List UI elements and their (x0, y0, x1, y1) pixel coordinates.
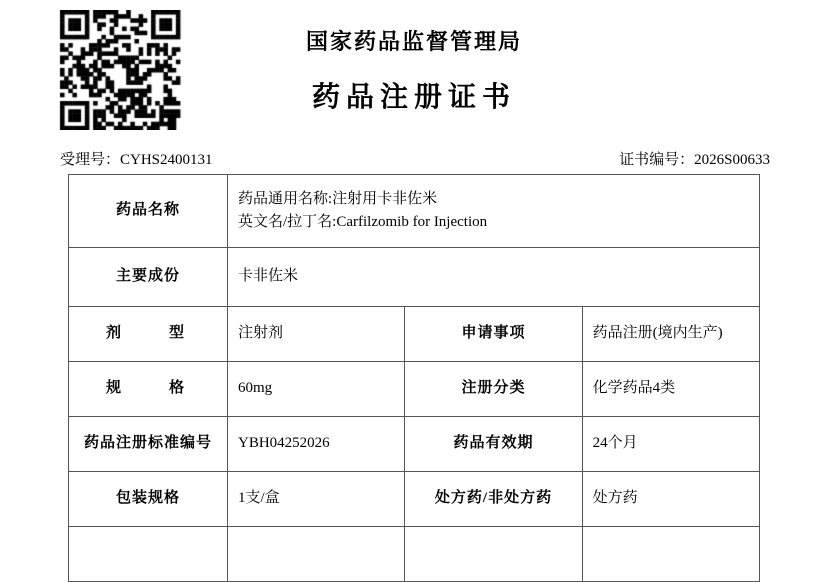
certificate-table (68, 174, 760, 582)
latin-name-value: Carfilzomib for Injection (336, 214, 488, 230)
table-row (69, 362, 760, 417)
registration-category-value: 化学药品4类 (582, 362, 759, 417)
dosage-form-value: 注射剂 (228, 307, 405, 362)
table-row (69, 472, 760, 527)
package-spec-value: 1支/盒 (228, 472, 405, 527)
ingredient-value: 卡非佐米 (228, 248, 760, 307)
certificate-number-label: 证书编号： (619, 152, 695, 168)
specification-label: 规 格 (69, 362, 228, 417)
application-item-value: 药品注册(境内生产) (582, 307, 759, 362)
acceptance-number (60, 148, 213, 169)
empty-value-2 (582, 527, 759, 582)
document-header (0, 0, 828, 115)
table-row (69, 307, 760, 362)
table-row (69, 248, 760, 307)
latin-name-line (238, 211, 751, 234)
empty-value (228, 527, 405, 582)
organization-title: 国家药品监督管理局 (305, 29, 522, 55)
certificate-number-value: 2026S00633 (694, 152, 770, 168)
empty-label (69, 527, 228, 582)
generic-name-line (238, 188, 751, 211)
empty-label-2 (405, 527, 582, 582)
table-row (69, 175, 760, 248)
latin-name-label: 英文名/拉丁名: (238, 214, 337, 230)
registration-category-label: 注册分类 (405, 362, 582, 417)
drug-name-label: 药品名称 (69, 175, 228, 248)
prescription-type-value: 处方药 (582, 472, 759, 527)
acceptance-number-value: CYHS2400131 (120, 152, 213, 168)
prescription-type-label: 处方药/非处方药 (405, 472, 582, 527)
validity-period-value: 24个月 (582, 417, 759, 472)
table-row (69, 527, 760, 582)
standard-number-value: YBH04252026 (228, 417, 405, 472)
drug-name-values (228, 175, 760, 248)
acceptance-number-label: 受理号： (60, 152, 121, 168)
application-item-label: 申请事项 (405, 307, 582, 362)
generic-name-value: 注射用卡非佐米 (332, 190, 438, 207)
package-spec-label: 包装规格 (69, 472, 228, 527)
generic-name-label: 药品通用名称: (238, 190, 333, 207)
dosage-form-label: 剂 型 (69, 307, 228, 362)
numbers-row (0, 148, 828, 170)
table-row (69, 417, 760, 472)
standard-number-label: 药品注册标准编号 (69, 417, 228, 472)
certificate-number (619, 148, 770, 169)
page-title: 药品注册证书 (311, 79, 516, 113)
ingredient-label: 主要成份 (69, 248, 228, 307)
validity-period-label: 药品有效期 (405, 417, 582, 472)
specification-value: 60mg (228, 362, 405, 417)
